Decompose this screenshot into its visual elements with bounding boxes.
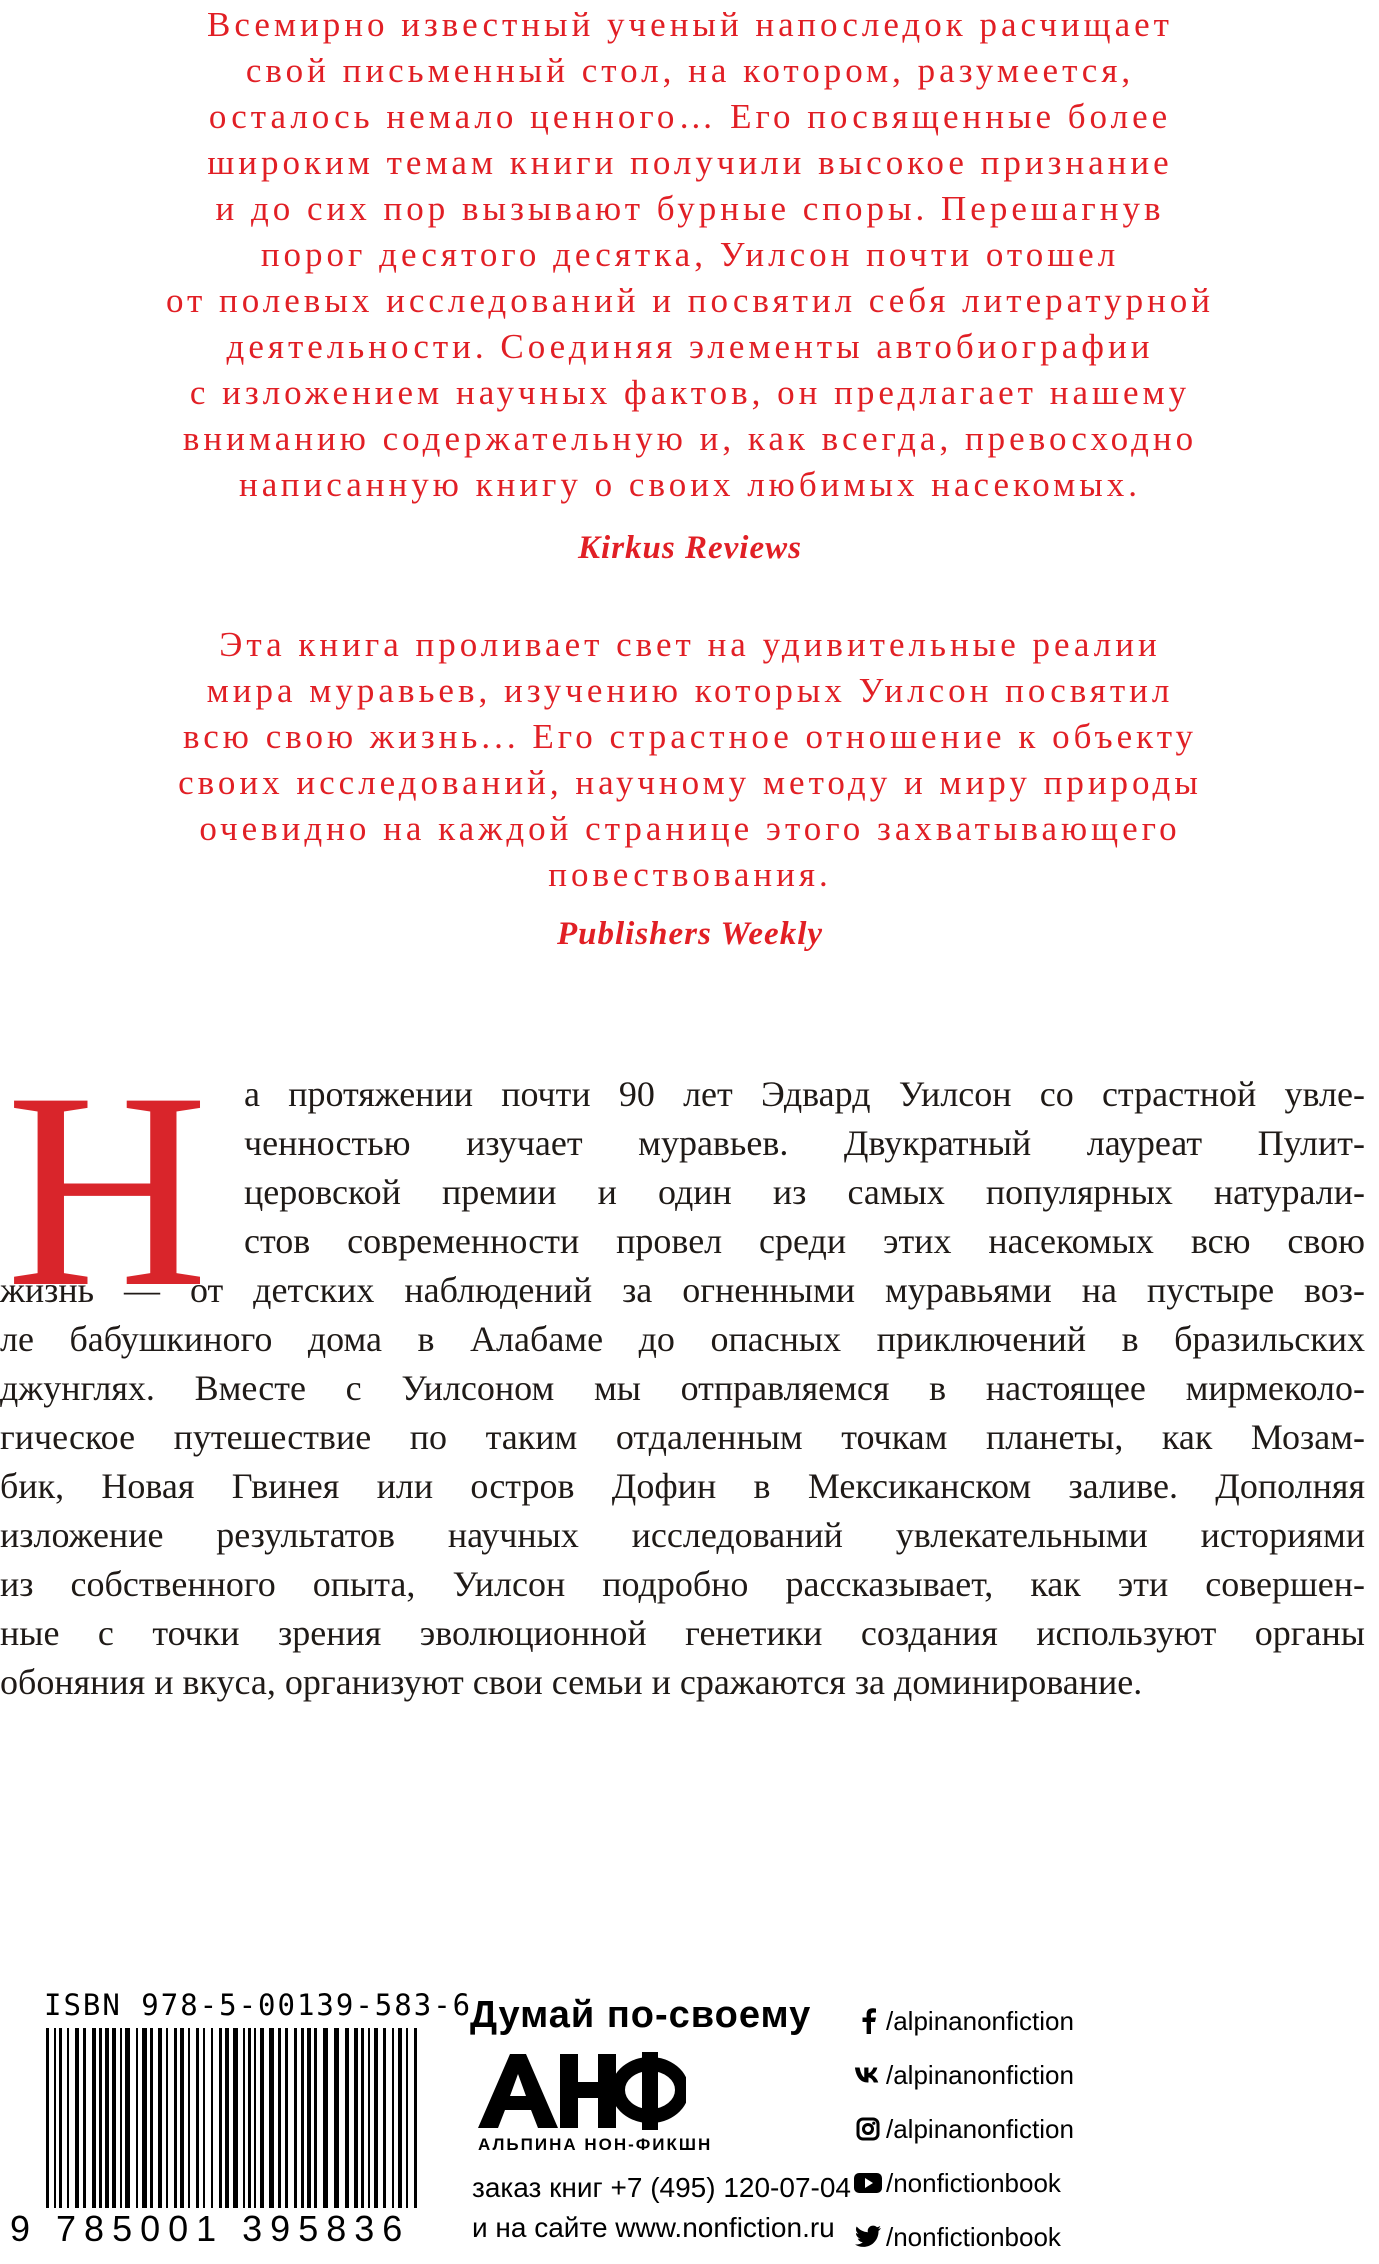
barcode-bar	[294, 2028, 297, 2208]
barcode-bar	[278, 2028, 281, 2208]
drop-cap-letter: Н	[6, 1034, 209, 1345]
isbn-label: ISBN 978-5-00139-583-6	[44, 1988, 473, 2022]
review-attribution-kirkus: Kirkus Reviews	[578, 530, 802, 566]
barcode-bar	[67, 2028, 69, 2208]
barcode-bar	[92, 2028, 96, 2208]
barcode-bar	[383, 2028, 386, 2208]
barcode-bar	[285, 2028, 288, 2208]
barcode-bar	[166, 2028, 168, 2208]
vk-icon	[854, 2061, 882, 2089]
barcode-bar	[46, 2028, 49, 2228]
description-line: гическое путешествие по таким отдаленным точкам планеты, как Мозам-	[0, 1417, 1365, 1457]
social-link-youtube[interactable]	[854, 2156, 1214, 2210]
review-quote-publishers-weekly: Эта книга проливает свет на удивительные реалии мира муравьев, изучению которых Уилсон посвятил всю свою жизнь... Его страстное отношение к объекту своих исследований, научному методу и миру природы очевидно на каждой странице этого захватывающего повествования.	[178, 625, 1202, 894]
description-line: бик, Новая Гвинея или остров Дофин в Мексиканском заливе. Дополняя	[0, 1466, 1365, 1506]
social-handle: /alpinanonfiction	[886, 2059, 1074, 2090]
description-line: жизнь — от детских наблюдений за огненными муравьями на пустыре воз-	[0, 1270, 1365, 1310]
publisher-logo	[476, 2052, 686, 2135]
social-link-twitter[interactable]	[854, 2210, 1214, 2264]
barcode-bar	[112, 2028, 116, 2208]
barcode-bar	[307, 2028, 311, 2208]
social-link-vk[interactable]	[854, 2048, 1214, 2102]
social-link-instagram[interactable]	[854, 2102, 1214, 2156]
order-phone: заказ книг +7 (495) 120-07-04	[472, 2172, 851, 2203]
description-line: джунглях. Вместе с Уилсоном мы отправляемся в настоящее мирмеколо-	[0, 1368, 1365, 1408]
order-website[interactable]: и на сайте www.nonfiction.ru	[472, 2212, 835, 2243]
social-links	[854, 1994, 1214, 2264]
review-attribution-publishers-weekly: Publishers Weekly	[556, 916, 824, 952]
social-handle: /nonfictionbook	[886, 2167, 1061, 2198]
barcode-bar	[158, 2028, 162, 2208]
description-line: ченностью изучает муравьев. Двукратный лауреат Пулит-	[244, 1123, 1365, 1163]
social-link-facebook[interactable]	[854, 1994, 1214, 2048]
barcode-bar	[301, 2028, 304, 2208]
barcode-bar	[361, 2028, 364, 2208]
description-line: ле бабушкиного дома в Алабаме до опасных приключений в бразильских	[0, 1319, 1365, 1359]
barcode-bar	[345, 2028, 349, 2208]
barcode-digits: 9 785001 395836	[6, 2208, 414, 2250]
twitter-icon	[854, 2223, 882, 2251]
barcode-bar	[392, 2028, 394, 2208]
description-line: из собственного опыта, Уилсон подробно рассказывает, как эти совершен-	[0, 1564, 1365, 1604]
barcode-bar	[254, 2028, 256, 2208]
social-handle: /nonfictionbook	[886, 2221, 1061, 2252]
barcode-bar	[203, 2028, 205, 2208]
barcode-bar	[219, 2028, 222, 2228]
barcode-bar	[233, 2028, 238, 2208]
barcode-bar	[54, 2028, 56, 2208]
barcode-bar	[125, 2028, 130, 2208]
barcode-bar	[334, 2028, 339, 2208]
facebook-icon	[854, 2007, 882, 2035]
barcode-bar	[368, 2028, 370, 2208]
description-line: изложение результатов научных исследований увлекательными историями	[0, 1515, 1365, 1555]
review-quote-kirkus: Всемирно известный ученый напоследок расчищает свой письменный стол, на котором, разумеется, осталось немало ценного… Его посвященные более широким темам книги получили высокое признание и до сих пор вызывают бурные споры. Перешагнув порог десятого десятка, Уилсон почти отошел от полевых исследований и посвятил себя литературной деятельности. Соединяя элементы автобиографии с изложением научных фактов, он предлагает нашему вниманию содержательную и, как всегда, превосходно написанную книгу о своих любимых насекомых.	[165, 5, 1215, 504]
barcode-bar	[174, 2028, 177, 2208]
barcode-bar	[269, 2028, 274, 2208]
social-handle: /alpinanonfiction	[886, 2005, 1074, 2036]
barcode-bar	[150, 2028, 153, 2208]
social-handle: /alpinanonfiction	[886, 2113, 1074, 2144]
barcode-bar	[225, 2028, 229, 2208]
barcode-bar	[105, 2028, 109, 2208]
description-line: ные с точки зрения эволюционной генетики создания используют органы	[0, 1613, 1365, 1653]
barcode-bar	[406, 2028, 408, 2228]
barcode-bar	[188, 2028, 190, 2208]
barcode-bar	[83, 2028, 86, 2208]
barcode-bar	[120, 2028, 122, 2208]
publisher-name: АЛЬПИНА НОН-ФИКШН	[478, 2135, 713, 2154]
barcode	[44, 2028, 424, 2228]
barcode-bar	[323, 2028, 328, 2208]
barcode-bar	[414, 2028, 417, 2208]
description-line: а протяжении почти 90 лет Эдвард Уилсон со страстной увле-	[244, 1074, 1365, 1114]
description-line: обоняния и вкуса, организуют свои семьи и сражаются за доминирование.	[0, 1662, 1143, 1702]
barcode-bar	[243, 2028, 245, 2208]
book-description	[0, 1070, 1365, 1707]
barcode-bar	[196, 2028, 199, 2208]
barcode-bar	[99, 2028, 102, 2208]
barcode-bar	[374, 2028, 378, 2208]
barcode-bar	[260, 2028, 264, 2208]
barcode-bar	[59, 2028, 62, 2208]
instagram-icon	[854, 2115, 882, 2143]
barcode-bar	[136, 2028, 138, 2208]
barcode-bar	[314, 2028, 317, 2208]
barcode-bar	[354, 2028, 358, 2208]
barcode-bar	[211, 2028, 213, 2208]
youtube-icon	[854, 2169, 882, 2197]
description-line: стов современности провел среди этих насекомых всю свою	[244, 1221, 1365, 1261]
barcode-bar	[142, 2028, 147, 2208]
barcode-bar	[398, 2028, 402, 2208]
publisher-slogan: Думай по-своему	[470, 1994, 812, 2036]
barcode-bar	[75, 2028, 79, 2208]
description-line: церовской премии и один из самых популярных натурали-	[244, 1172, 1365, 1212]
barcode-bar	[248, 2028, 251, 2208]
anf-logo-icon	[476, 2052, 686, 2130]
barcode-bar	[180, 2028, 184, 2208]
